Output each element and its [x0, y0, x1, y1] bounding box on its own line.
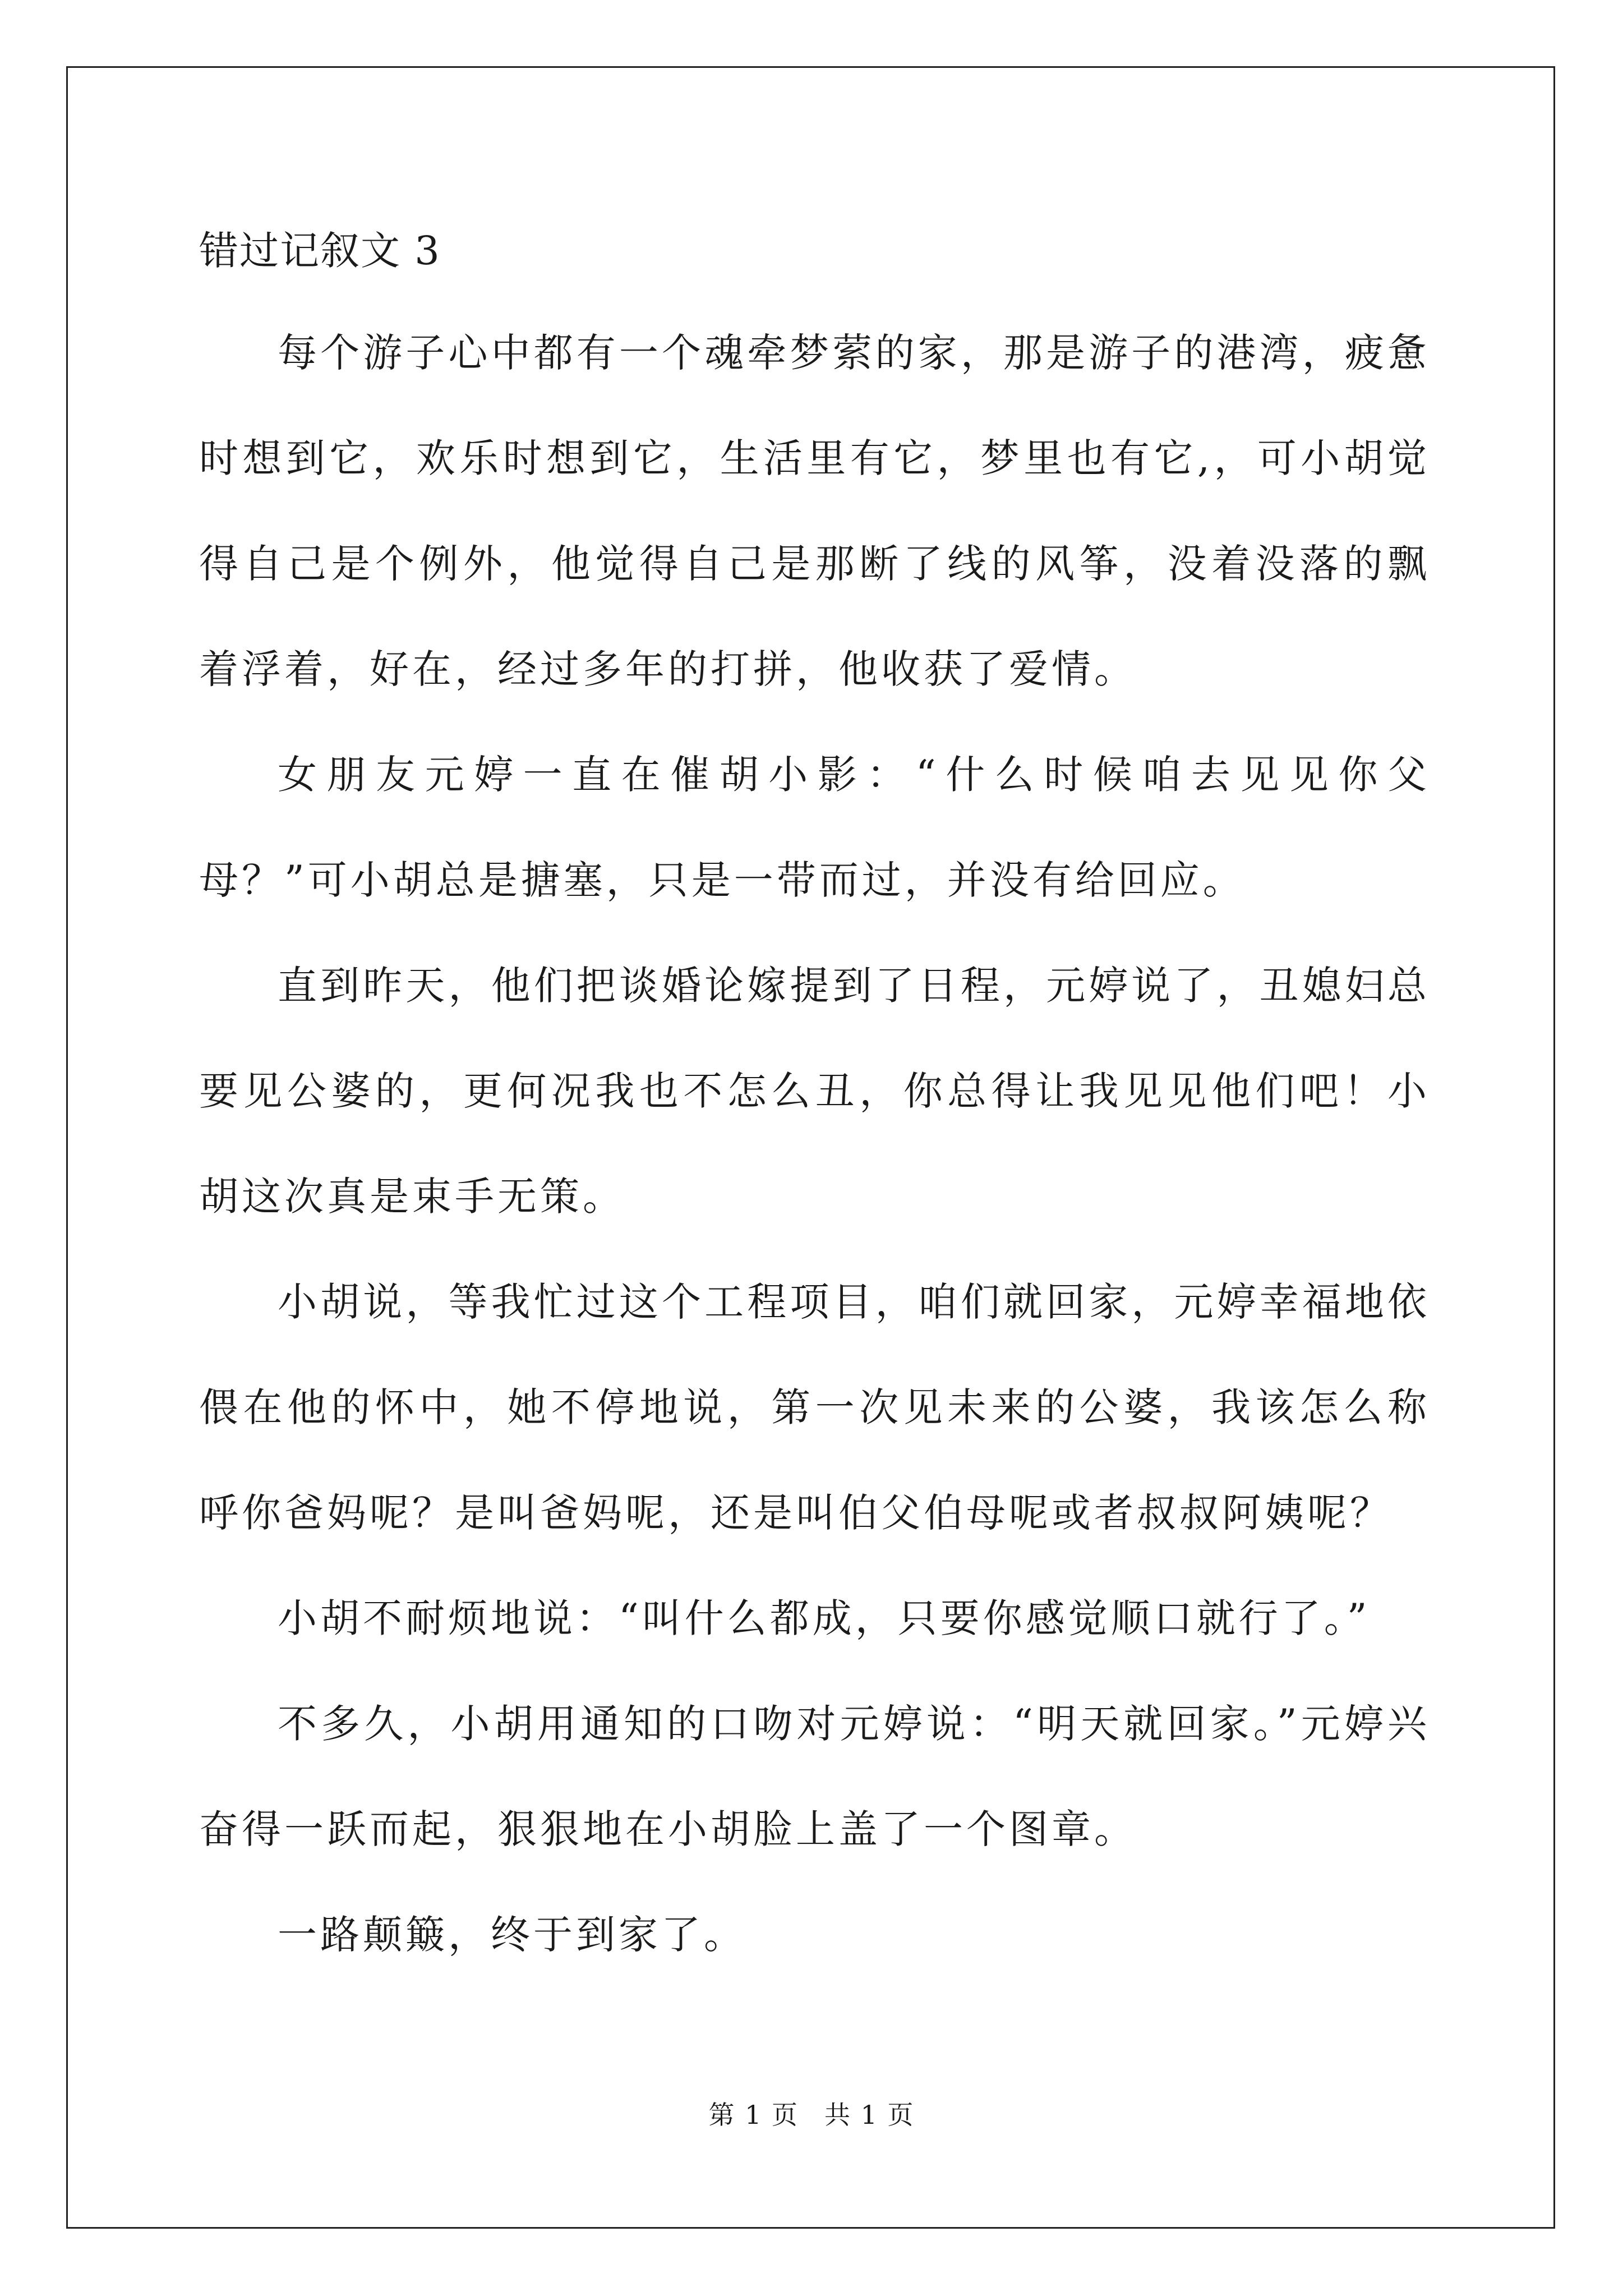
document-body: [199, 202, 1430, 1987]
paragraph-3: 直到昨天，他们把谈婚论嫁提到了日程，元婷说了，丑媳妇总要见公婆的，更何况我也不怎么丑，你总得让我见见他们吧！小胡这次真是束手无策。: [199, 963, 1430, 1220]
document-title: 错过记叙文 3: [199, 228, 441, 274]
page-footer: [0, 2098, 1623, 2132]
paragraph-2: 女朋友元婷一直在催胡小影：“什么时候咱去见见你父母？”可小胡总是搪塞，只是一带而过，并没有给回应。: [199, 752, 1430, 903]
paragraph-5: 小胡不耐烦地说：“叫什么都成，只要你感觉顺口就行了。”: [278, 1595, 1371, 1641]
paragraph-7: 一路颠簸，终于到家了。: [278, 1912, 746, 1958]
paragraph-4: 小胡说，等我忙过这个工程项目，咱们就回家，元婷幸福地依偎在他的怀中，她不停地说，第一次见未来的公婆，我该怎么称呼你爸妈呢？是叫爸妈呢，还是叫伯父伯母呢或者叔叔阿姨呢？: [199, 1279, 1430, 1536]
page-total: 共 1 页: [824, 2100, 915, 2130]
paragraph-6: 不多久，小胡用通知的口吻对元婷说：“明天就回家。”元婷兴奋得一跃而起，狠狠地在小胡脸上盖了一个图章。: [199, 1701, 1430, 1852]
paragraph-1: 每个游子心中都有一个魂牵梦萦的家，那是游子的港湾，疲惫时想到它，欢乐时想到它，生活里有它，梦里也有它,，可小胡觉得自己是个例外，他觉得自己是那断了线的风筝，没着没落的飘着浮着，好在，经过多年的打拼，他收获了爱情。: [199, 330, 1430, 692]
page-number: 第 1 页: [708, 2100, 799, 2130]
